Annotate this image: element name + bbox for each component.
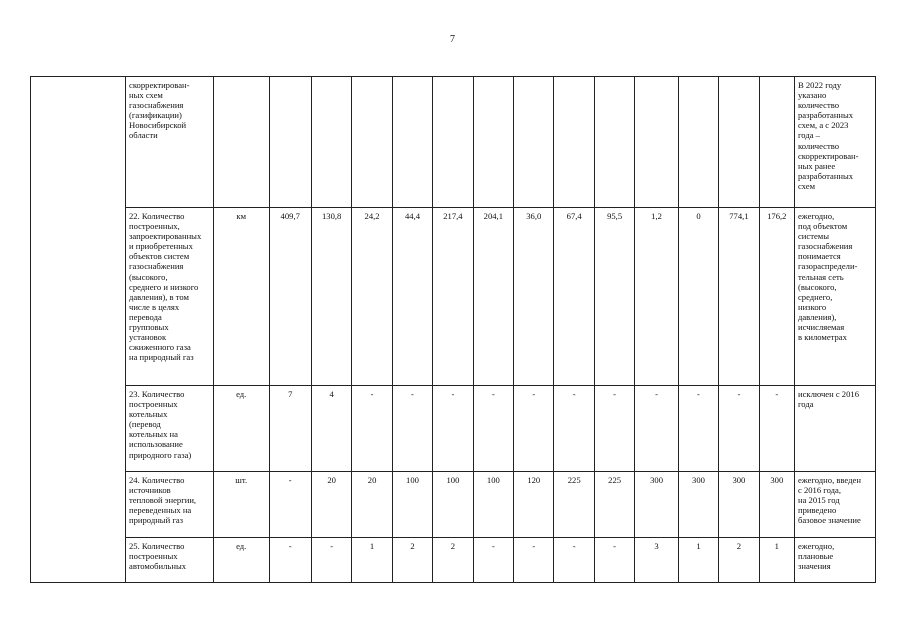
- value-cell: [554, 77, 594, 208]
- table-row: [31, 386, 876, 472]
- value-cell: -: [514, 538, 554, 583]
- value-cell: 300: [635, 472, 678, 538]
- value-cell: 36,0: [514, 208, 554, 386]
- value-cell: [635, 77, 678, 208]
- unit-cell: [213, 77, 269, 208]
- table-row: [31, 77, 876, 208]
- value-cell: 409,7: [269, 208, 311, 386]
- value-cell: 20: [311, 472, 351, 538]
- value-cell: -: [554, 538, 594, 583]
- value-cell: 300: [678, 472, 718, 538]
- value-cell: 1: [678, 538, 718, 583]
- value-cell: -: [433, 386, 473, 472]
- value-cell: [473, 77, 513, 208]
- value-cell: -: [678, 386, 718, 472]
- value-cell: [392, 77, 432, 208]
- value-cell: [719, 77, 759, 208]
- unit-cell: ед.: [213, 538, 269, 583]
- value-cell: -: [635, 386, 678, 472]
- value-cell: 1: [352, 538, 392, 583]
- value-cell: 1,2: [635, 208, 678, 386]
- value-cell: 1: [759, 538, 794, 583]
- indicator-name: 24. Количество источников тепловой энергии, переведенных на природный газ: [126, 472, 214, 538]
- note-cell: ежегодно, под объектом системы газоснабжения понимается газораспредели- тельная сеть (высокого, среднего, низкого давления), исчисляемая в километрах: [794, 208, 875, 386]
- value-cell: 225: [554, 472, 594, 538]
- value-cell: [352, 77, 392, 208]
- unit-cell: шт.: [213, 472, 269, 538]
- value-cell: [269, 77, 311, 208]
- note-cell: исключен с 2016 года: [794, 386, 875, 472]
- value-cell: 204,1: [473, 208, 513, 386]
- value-cell: 7: [269, 386, 311, 472]
- value-cell: -: [759, 386, 794, 472]
- table-row: [31, 538, 876, 583]
- value-cell: 130,8: [311, 208, 351, 386]
- value-cell: 95,5: [594, 208, 634, 386]
- value-cell: 774,1: [719, 208, 759, 386]
- value-cell: 300: [719, 472, 759, 538]
- value-cell: 100: [433, 472, 473, 538]
- value-cell: -: [352, 386, 392, 472]
- value-cell: -: [719, 386, 759, 472]
- value-cell: [311, 77, 351, 208]
- value-cell: 100: [392, 472, 432, 538]
- note-cell: В 2022 году указано количество разработанных схем, а с 2023 года – количество скорректирован- ных ранее разработанных схем: [794, 77, 875, 208]
- value-cell: 44,4: [392, 208, 432, 386]
- value-cell: -: [594, 386, 634, 472]
- value-cell: -: [554, 386, 594, 472]
- value-cell: -: [594, 538, 634, 583]
- value-cell: -: [392, 386, 432, 472]
- value-cell: [514, 77, 554, 208]
- value-cell: 120: [514, 472, 554, 538]
- page-number: 7: [450, 34, 455, 45]
- indicator-name: 22. Количество построенных, запроектированных и приобретенных объектов систем газоснабжения (высокого, среднего и низкого давления), в том числе в целях перевода групповых установок сжиженного газа на природный газ: [126, 208, 214, 386]
- note-cell: ежегодно, введен с 2016 года, на 2015 год приведено базовое значение: [794, 472, 875, 538]
- value-cell: -: [269, 538, 311, 583]
- value-cell: 2: [392, 538, 432, 583]
- value-cell: -: [514, 386, 554, 472]
- value-cell: 0: [678, 208, 718, 386]
- value-cell: [678, 77, 718, 208]
- value-cell: -: [473, 386, 513, 472]
- value-cell: -: [473, 538, 513, 583]
- table-row: [31, 208, 876, 386]
- value-cell: -: [269, 472, 311, 538]
- value-cell: [433, 77, 473, 208]
- indicator-name: скорректирован- ных схем газоснабжения (газификации) Новосибирской области: [126, 77, 214, 208]
- value-cell: 300: [759, 472, 794, 538]
- program-column-cell: [31, 77, 126, 583]
- value-cell: 100: [473, 472, 513, 538]
- value-cell: [759, 77, 794, 208]
- unit-cell: км: [213, 208, 269, 386]
- value-cell: [594, 77, 634, 208]
- indicator-name: 23. Количество построенных котельных (перевод котельных на использование природного газа): [126, 386, 214, 472]
- value-cell: 20: [352, 472, 392, 538]
- value-cell: 2: [719, 538, 759, 583]
- value-cell: 176,2: [759, 208, 794, 386]
- value-cell: 3: [635, 538, 678, 583]
- indicator-name: 25. Количество построенных автомобильных: [126, 538, 214, 583]
- value-cell: 2: [433, 538, 473, 583]
- value-cell: 67,4: [554, 208, 594, 386]
- unit-cell: ед.: [213, 386, 269, 472]
- value-cell: 24,2: [352, 208, 392, 386]
- value-cell: 217,4: [433, 208, 473, 386]
- indicators-table: [30, 76, 876, 583]
- table-row: [31, 472, 876, 538]
- value-cell: -: [311, 538, 351, 583]
- value-cell: 4: [311, 386, 351, 472]
- value-cell: 225: [594, 472, 634, 538]
- note-cell: ежегодно, плановые значения: [794, 538, 875, 583]
